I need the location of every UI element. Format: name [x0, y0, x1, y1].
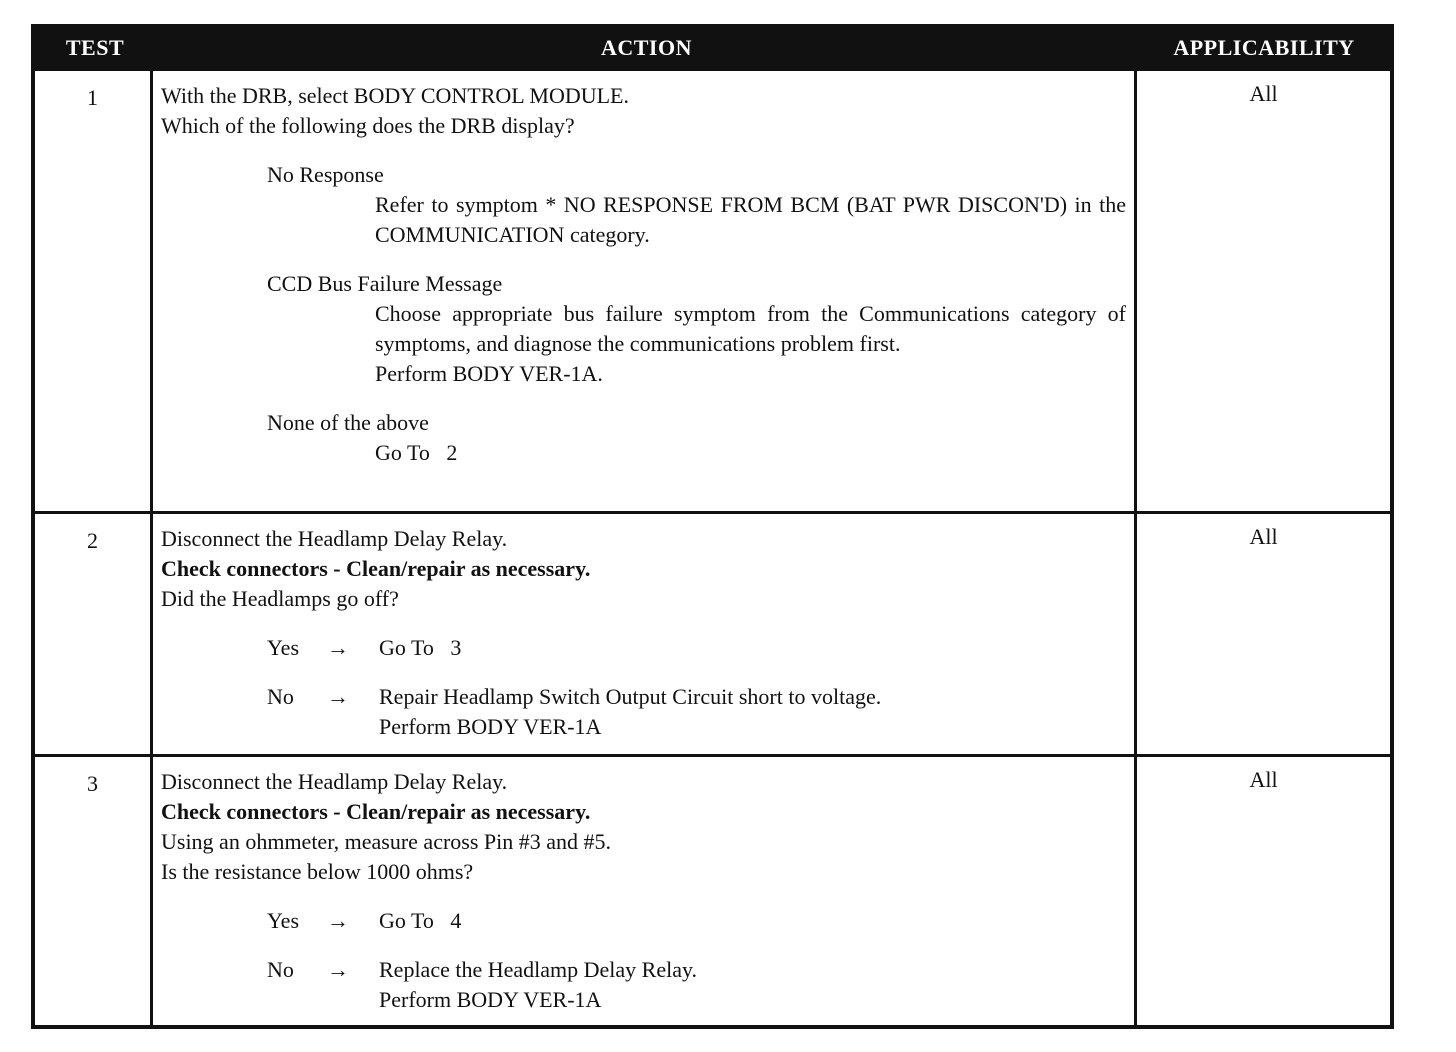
test-number: 3 [35, 757, 153, 1025]
check-connectors-note: Check connectors - Clean/repair as necessary. [161, 556, 591, 581]
table-row [35, 68, 1390, 511]
test-number: 2 [35, 514, 153, 754]
option-detail: Go To 2 [375, 440, 458, 465]
arrow-icon: → [327, 684, 349, 709]
table-row [35, 511, 1390, 754]
option-detail: Choose appropriate bus failure symptom from the Communications category of symptoms, and diagnose the communications problem first. [375, 301, 1126, 356]
option-detail: Perform BODY VER-1A. [375, 361, 603, 386]
option-detail: Refer to symptom * NO RESPONSE FROM BCM (BAT PWR DISCON'D) in the COMMUNICATION category. [375, 192, 1126, 247]
arrow-icon: → [327, 957, 349, 982]
header-test: TEST [65, 35, 125, 60]
check-connectors-note: Check connectors - Clean/repair as necessary. [161, 799, 591, 824]
yes-label: Yes [267, 635, 300, 660]
no-result-line: Repair Headlamp Switch Output Circuit short to voltage. [379, 684, 882, 709]
action-question: Using an ohmmeter, measure across Pin #3 and #5. [161, 829, 612, 854]
no-result-line: Replace the Headlamp Delay Relay. [379, 957, 698, 982]
table-row [35, 754, 1390, 1025]
header-action: ACTION [600, 35, 692, 60]
action-line: Which of the following does the DRB display? [161, 113, 575, 138]
no-result-line: Perform BODY VER-1A [379, 714, 602, 739]
applicability-value: All [1249, 767, 1278, 792]
header-applicability: APPLICABILITY [1173, 35, 1355, 60]
action-line: With the DRB, select BODY CONTROL MODULE. [161, 83, 629, 108]
action-line: Disconnect the Headlamp Delay Relay. [161, 769, 508, 794]
action-cell [153, 71, 1137, 511]
no-result [379, 955, 1126, 1015]
option-label: No Response [267, 162, 384, 187]
no-result-line: Perform BODY VER-1A [379, 987, 602, 1012]
table-header [35, 28, 1390, 68]
no-branch [267, 955, 1126, 1015]
option-label: None of the above [267, 410, 429, 435]
option-label: CCD Bus Failure Message [267, 271, 503, 296]
action-cell [153, 757, 1137, 1025]
no-label: No [267, 957, 294, 982]
action-question: Did the Headlamps go off? [161, 586, 399, 611]
test-number: 1 [35, 71, 153, 511]
yes-label: Yes [267, 908, 300, 933]
yes-result: Go To 3 [379, 635, 462, 660]
applicability-value: All [1249, 524, 1278, 549]
action-line: Disconnect the Headlamp Delay Relay. [161, 526, 508, 551]
yes-result: Go To 4 [379, 908, 462, 933]
action-question: Is the resistance below 1000 ohms? [161, 859, 474, 884]
action-cell [153, 514, 1137, 754]
no-branch [267, 682, 1126, 742]
arrow-icon: → [327, 635, 349, 660]
yes-branch [267, 906, 1126, 936]
no-result [379, 682, 1126, 742]
yes-branch [267, 633, 1126, 663]
no-label: No [267, 684, 294, 709]
applicability-value: All [1249, 81, 1278, 106]
arrow-icon: → [327, 908, 349, 933]
diagnostic-table [31, 24, 1394, 1029]
